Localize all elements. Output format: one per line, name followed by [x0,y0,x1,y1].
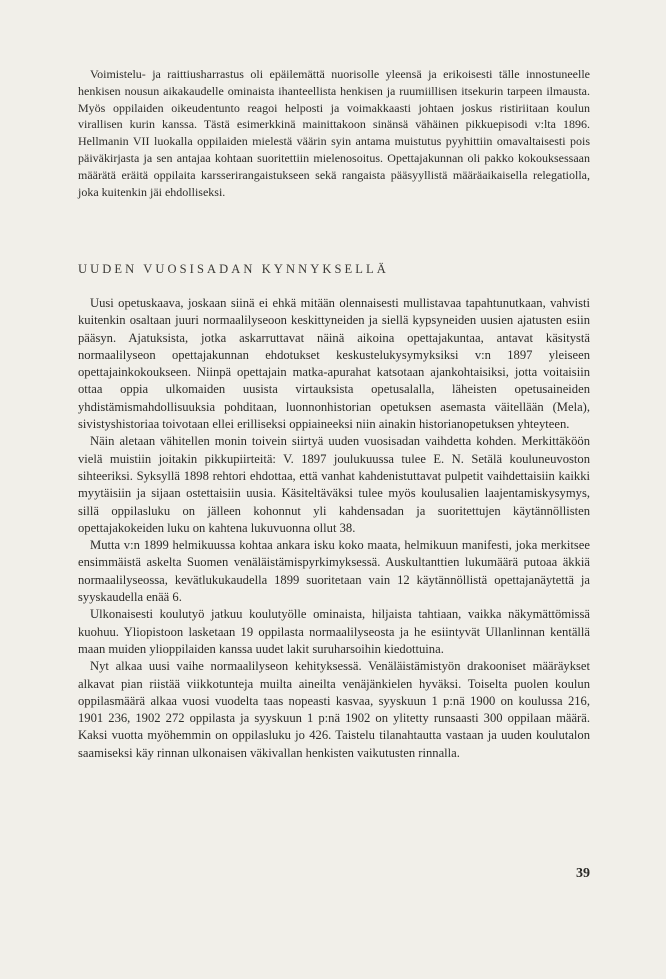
page-number: 39 [576,866,590,881]
section-paragraph-3: Mutta v:n 1899 helmikuussa kohtaa ankara isku koko maata, helmikuun manifesti, joka merkitsee ensimmäistä askelta Suomen venäläistämispyrkimyksessä. Auskultanttien lukumäärä putoaa äkkiä normaalilyseossa, kevätlukukaudella 1899 suoritetaan vain 12 käytännöllistä opettajanäytettä ja syyskaudella enää 6. [78,538,590,605]
section-body [78,295,590,762]
section-paragraph-2: Näin aletaan vähitellen monin toivein siirtyä uuden vuosisadan vaihdetta kohden. Merkittäköön vielä muistiin joitakin pikkupiirteitä: V. 1897 joulukuussa tulee E. N. Setälä kouluneuvoston sihteeriksi. Syksyllä 1898 rehtori ehdottaa, että vanhat kahdenistuttavat pulpetit vaihdettaisiin kaikki myytäisiin ja sijaan ostettaisiin uusia. Käsiteltäväksi tulee myös koulusalien laajentamiskysymys, sillä oppilasluku on jälleen kohonnut yli kahdensadan ja suoritettujen käytännöllisten opettajakokeiden luku on kahtena lukuvuonna ollut 38. [78,434,590,535]
intro-text [78,66,590,200]
section-paragraph-4: Ulkonaisesti koulutyö jatkuu koulutyölle ominaista, hiljaista tahtiaan, vaikka näkymättömissä kuohuu. Yliopistoon lasketaan 19 oppilasta normaalilyseosta ja he esiintyvät Ullanlinnan kentällä maan muiden ylioppilaiden kanssa uudet lakit suruharsoihin kiedottuina. [78,607,590,656]
section-paragraph-5: Nyt alkaa uusi vaihe normaalilyseon kehityksessä. Venäläistämistyön drakooniset määräykset alkavat pian riistää viikkotunteja muilta aineilta venäjänkielen hyväksi. Toiselta puolen koulun oppilasmäärä alkaa vuosi vuodelta taas nopeasti kasvaa, syyskuun 1 p:nä 1900 on koulussa 216, 1901 236, 1902 272 oppilasta ja syyskuun 1 p:nä 1902 on ylitetty runsaasti 300 oppilaan määrä. Kaksi vuotta myöhemmin on oppilasluku jo 426. Taistelu tilanahtautta vastaan ja uuden koulutalon saamiseksi käy rinnan ulkonaisen väkivallan henkisten vaikutusten rinnalla. [78,659,590,760]
section-paragraph-1: Uusi opetuskaava, joskaan siinä ei ehkä mitään olennaisesti mullistavaa tapahtunutkaan, vahvisti kuitenkin osaltaan juuri normaalilyseoon keskittyneiden ja siellä kypsyneiden uusien ajatusten esiin pääsyn. Ajatuksista, jotka askarruttavat näinä aikoina opettajakuntaa, antavat käsitystä normaalilyseon opettajakunnan ehdotukset keskustelukysymyksiksi v:n 1897 yleiseen opettajainkokoukseen. Niinpä opettajain matka-apurahat katsotaan ajankohtaisiksi, jotta voitaisiin ottaa oppia ulkomaiden uusista virtauksista opetusalalla, läheisten opetusaineiden yhdistämismahdollisuuksia pohditaan, luonnonhistorian opetuksen asemasta väitellään (Mela), sivistyshistoriaa toivotaan ellei erilliseksi oppiaineeksi niin ainakin historianopetuksen yhteyteen. [78,296,590,432]
intro-paragraph: Voimistelu- ja raittiusharrastus oli epäilemättä nuorisolle yleensä ja erikoisesti tälle innostuneelle henkisen nousun aikakaudelle ominaista ihanteellista henkisen ja ruumiillisen itsekurin tarpeen ilmausta. Myös oppilaiden oikeudentunto reagoi helposti ja voimakkaasti johtaen joskus ristiriitaan koulun virallisen kurin kanssa. Tästä esimerkkinä mainittakoon sinänsä vähäinen pikkuepisodi v:lta 1896. Hellmanin VII luokalla oppilaiden mielestä väärin syin antama muistutus pyyhittiin omavaltaisesti pois päiväkirjasta ja sen antajaa kohtaan suoritettiin mielenosoitus. Opettajakunnan oli pakko kokouksessaan määrätä eräitä oppilaita karsserirangaistukseen sekä rangaista pääsyyllistä määräaikaisella relegatiolla, joka kuitenkin jäi ehdolliseksi. [78,67,590,199]
section-heading: UUDEN VUOSISADAN KYNNYKSELLÄ [78,262,389,276]
